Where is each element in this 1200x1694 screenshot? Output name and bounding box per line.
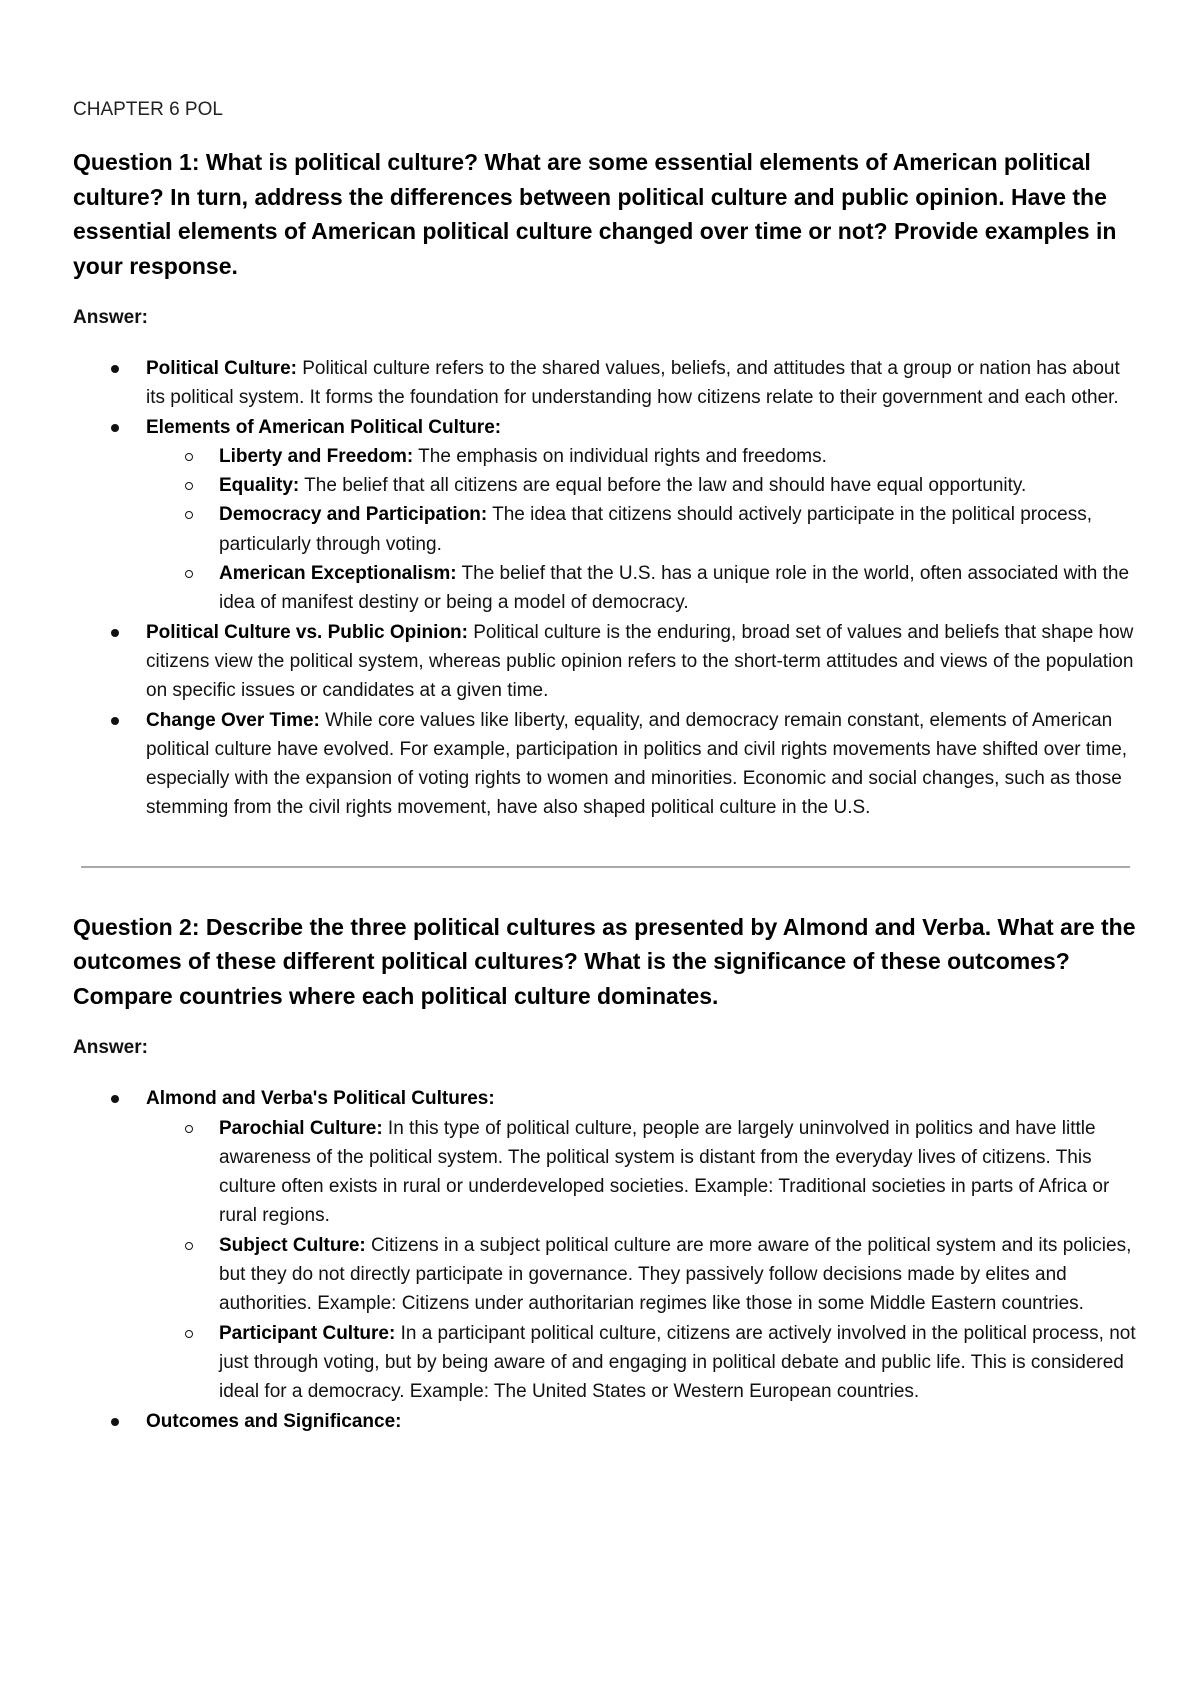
list-item xyxy=(73,1407,1136,1436)
sub-list-item xyxy=(146,1231,1136,1319)
subitem-text: In this type of political culture, people are largely uninvolved in politics and have little awareness of the political system. The political system is distant from the everyday lives of citizens. This culture often exists in rural or underdeveloped societies. Example: Traditional societies in parts of Africa or rural regions. xyxy=(219,1117,1110,1227)
hollow-bullet-icon xyxy=(185,511,193,519)
subitem-term: Democracy and Participation: xyxy=(219,504,488,526)
answer-2-list xyxy=(73,1084,1136,1436)
hollow-bullet-icon xyxy=(185,570,193,578)
item-term: Political Culture vs. Public Opinion: xyxy=(146,621,468,643)
item-term: Almond and Verba's Political Cultures: xyxy=(146,1088,495,1110)
question-1-text: Question 1: What is political culture? What are some essential elements of American political culture? In turn, address the differences between political culture and public opinion. Have the essential elements of American political culture changed over time or not? Provide examples in your response. xyxy=(73,149,1117,279)
subitem-term: Participant Culture: xyxy=(219,1322,396,1344)
subitem-text: Citizens in a subject political culture are more aware of the political system and its policies, but they do not directly participate in governance. They passively follow decisions made by elites and authorities. Example: Citizens under authoritarian regimes like those in some Middle Eastern countries. xyxy=(219,1234,1132,1315)
item-term: Outcomes and Significance: xyxy=(146,1410,402,1432)
hollow-bullet-icon xyxy=(185,453,193,461)
list-item xyxy=(73,1084,1136,1406)
list-item xyxy=(73,354,1136,413)
bullet-icon xyxy=(111,1095,119,1103)
document-page xyxy=(73,98,1136,1436)
sub-list-item xyxy=(146,1114,1136,1231)
sub-list-item xyxy=(146,442,1136,471)
subitem-text: The belief that the U.S. has a unique role in the world, often associated with the idea of manifest destiny or being a model of democracy. xyxy=(219,563,1130,614)
answer-label-1: Answer: xyxy=(73,307,148,328)
subitem-term: Equality: xyxy=(219,475,300,497)
answer-label-2: Answer: xyxy=(73,1037,148,1059)
question-1-section xyxy=(73,145,1136,823)
hollow-bullet-icon xyxy=(185,1330,193,1338)
item-text: Political culture is the enduring, broad set of values and beliefs that shape how citizens view the political system, whereas public opinion refers to the short-term attitudes and views of the population on specific issues or candidates at a given time. xyxy=(146,621,1134,702)
horizontal-divider xyxy=(81,866,1130,868)
subitem-term: Liberty and Freedom: xyxy=(219,445,414,467)
item-term: Political Culture: xyxy=(146,358,297,379)
bullet-icon xyxy=(111,1418,119,1426)
item-text: Political culture refers to the shared values, beliefs, and attitudes that a group or nation has about its political system. It forms the foundation for understanding how citizens relate to their government and each other. xyxy=(146,358,1120,409)
question-2-section xyxy=(73,910,1136,1436)
list-item xyxy=(73,413,1136,618)
subitem-term: American Exceptionalism: xyxy=(219,563,457,585)
bullet-icon xyxy=(111,424,119,432)
hollow-bullet-icon xyxy=(185,482,193,490)
hollow-bullet-icon xyxy=(185,1125,193,1133)
sub-list-item xyxy=(146,471,1136,500)
sub-list xyxy=(146,1114,1136,1407)
bullet-icon xyxy=(111,717,119,725)
sub-list-item xyxy=(146,559,1136,618)
subitem-text: The idea that citizens should actively participate in the political process, particularly through voting. xyxy=(219,504,1093,555)
item-term: Change Over Time: xyxy=(146,709,320,731)
subitem-term: Subject Culture: xyxy=(219,1234,366,1256)
item-term: Elements of American Political Culture: xyxy=(146,416,502,438)
bullet-icon xyxy=(111,365,119,373)
sub-list xyxy=(146,442,1136,618)
subitem-text: The emphasis on individual rights and freedoms. xyxy=(413,445,827,467)
subitem-text: The belief that all citizens are equal before the law and should have equal opportunity. xyxy=(299,475,1027,497)
sub-list-item xyxy=(146,500,1136,559)
list-item xyxy=(73,618,1136,706)
question-2-text: Question 2: Describe the three political cultures as presented by Almond and Verba. What are the outcomes of these different political cultures? What is the significance of these outcomes? Compare countries where each political culture dominates. xyxy=(73,913,1136,1009)
list-item xyxy=(73,706,1136,823)
subitem-term: Parochial Culture: xyxy=(219,1117,383,1139)
subitem-text: In a participant political culture, citizens are actively involved in the political process, not just through voting, but by being aware of and engaging in political debate and public life. This is considered ideal for a democracy. Example: The United States or Western European countries. xyxy=(219,1322,1136,1403)
sub-list-item xyxy=(146,1319,1136,1407)
chapter-heading: CHAPTER 6 POL xyxy=(73,99,223,120)
hollow-bullet-icon xyxy=(185,1242,193,1250)
bullet-icon xyxy=(111,629,119,637)
item-text: While core values like liberty, equality, and democracy remain constant, elements of American political culture have evolved. For example, participation in politics and civil rights movements have shifted over time, especially with the expansion of voting rights to women and minorities. Economic and social changes, such as those stemming from the civil rights movement, have also shaped political culture in the U.S. xyxy=(146,709,1128,819)
answer-1-list xyxy=(73,354,1136,823)
